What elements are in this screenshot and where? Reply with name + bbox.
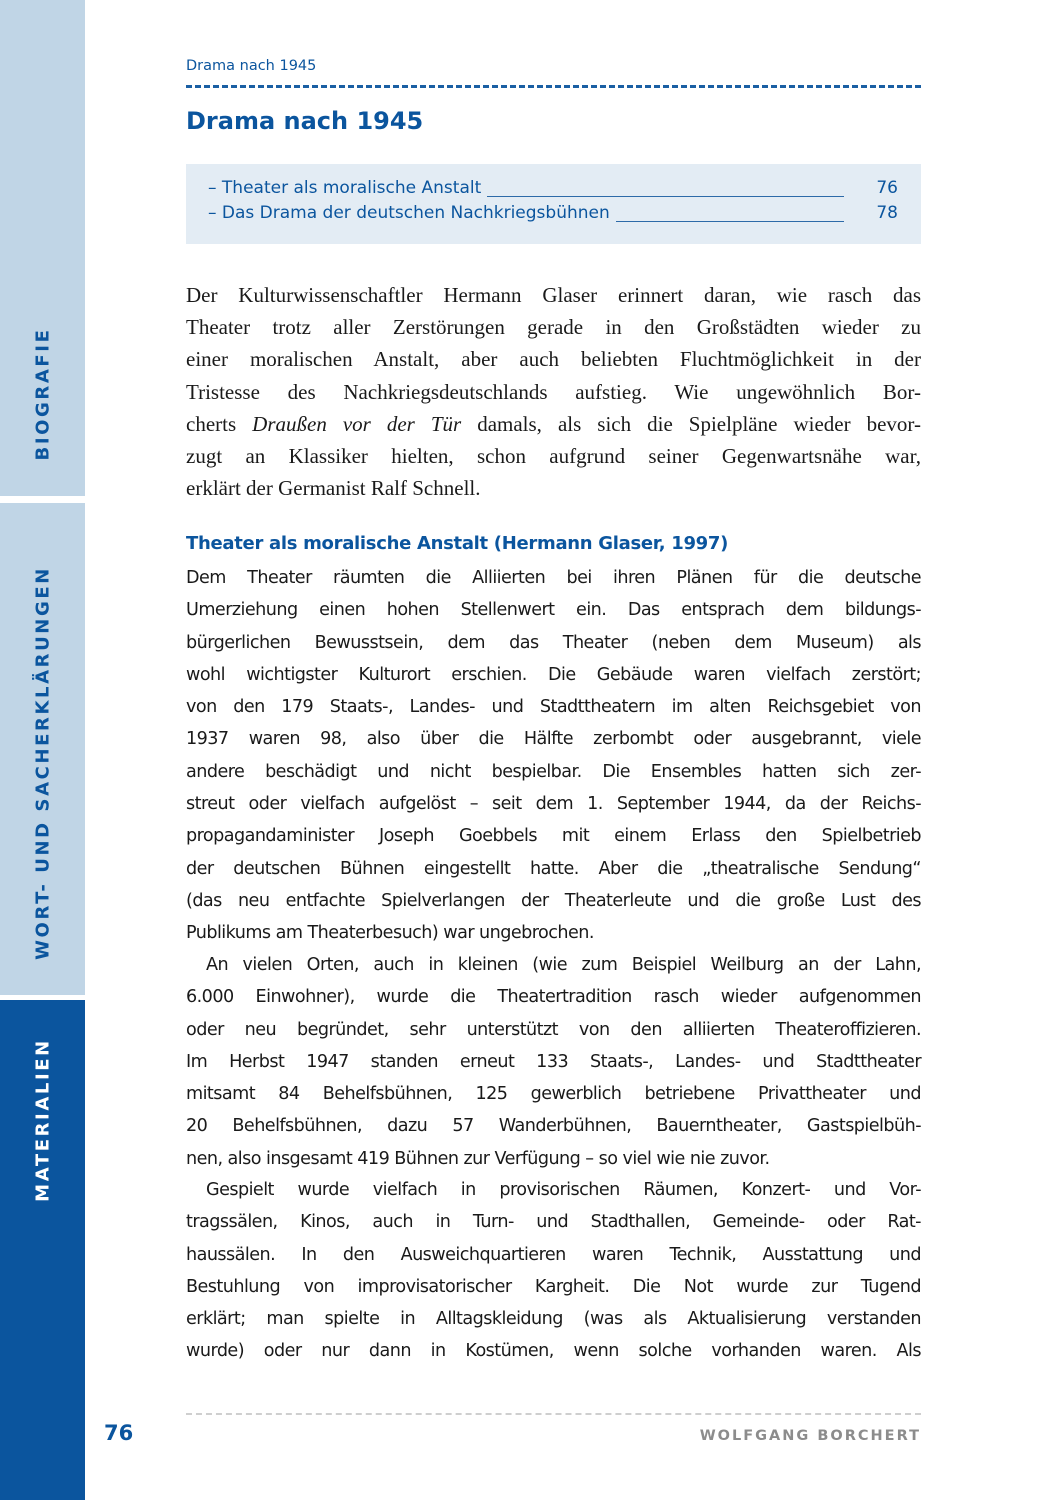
text-line: Umerziehung einen hohen Stellenwert ein. Das entsprach dem bildungs-: [186, 600, 921, 621]
work-title: Draußen vor der Tür: [252, 411, 462, 436]
text-line: 6.000 Einwohner), wurde die Theatertradition rasch wieder aufgenommen: [186, 987, 921, 1008]
intro-paragraph: [186, 279, 921, 504]
text-line: tragssälen, Kinos, auch in Turn- und Stadthallen, Gemeinde- oder Rat-: [186, 1212, 921, 1233]
text-line: nen, also insgesamt 419 Bühnen zur Verfügung – so viel wie nie zuvor.: [186, 1148, 770, 1169]
text-line: wurde) oder nur dann in Kostümen, wenn solche vorhanden waren. Als: [186, 1341, 921, 1362]
page-number: 76: [104, 1421, 134, 1445]
header-divider: [186, 85, 921, 88]
sidebar-tab-materialien[interactable]: [0, 1000, 85, 1500]
sidebar-tab-label: BIOGRAFIE: [32, 327, 53, 461]
text-line: propagandaminister Joseph Goebbels mit einem Erlass den Spielbetrieb: [186, 826, 921, 847]
section-heading: Theater als moralische Anstalt (Hermann Glaser, 1997): [186, 533, 729, 554]
text-line: Theater trotz aller Zerstörungen gerade in den Großstädten wieder zu: [186, 315, 921, 340]
toc-leader-line: [616, 221, 844, 222]
sidebar-tab-label: MATERIALIEN: [32, 1038, 53, 1202]
text-line: [186, 408, 921, 440]
text-line: Tristesse des Nachkriegsdeutschlands aufstieg. Wie ungewöhnlich Bor-: [186, 379, 921, 404]
toc-entry[interactable]: [208, 203, 898, 227]
text-line: bürgerlichen Bewusstsein, dem das Theater (neben dem Museum) als: [186, 632, 921, 653]
footer-author: WOLFGANG BORCHERT: [699, 1428, 921, 1444]
toc-entry[interactable]: [208, 178, 898, 202]
text-line: der deutschen Bühnen eingestellt hatte. Aber die „theatralische Sendung“: [186, 858, 921, 879]
text-line: erklärt der Germanist Ralf Schnell.: [186, 476, 481, 501]
text-run: damals, als sich die Spielpläne wieder bevor-: [461, 411, 921, 436]
text-line: An vielen Orten, auch in kleinen (wie zum Beispiel Weilburg an der Lahn,: [206, 955, 921, 975]
text-line: streut oder vielfach aufgelöst – seit dem 1. September 1944, da der Reichs-: [186, 794, 921, 815]
text-line: zugt an Klassiker hielten, schon aufgrund seiner Gegenwartsnähe war,: [186, 444, 921, 469]
text-line: einer moralischen Anstalt, aber auch beliebten Fluchtmöglichkeit in der: [186, 347, 921, 372]
body-paragraph: [186, 1174, 921, 1368]
text-line: Dem Theater räumten die Alliierten bei ihren Plänen für die deutsche: [186, 568, 921, 588]
toc-entry-label: – Theater als moralische Anstalt: [208, 178, 482, 198]
sidebar-tab-biografie[interactable]: [0, 0, 85, 496]
text-line: haussälen. In den Ausweichquartieren waren Technik, Ausstattung und: [186, 1244, 921, 1265]
text-line: wohl wichtigster Kulturort erschien. Die Gebäude waren vielfach zerstört;: [186, 664, 921, 685]
toc-entry-page: 78: [876, 203, 898, 223]
text-line: andere beschädigt und nicht bespielbar. Die Ensembles hatten sich zer-: [186, 761, 921, 782]
text-line: Gespielt wurde vielfach in provisorischen Räumen, Konzert- und Vor-: [206, 1180, 921, 1200]
toc-entry-label: – Das Drama der deutschen Nachkriegsbühnen: [208, 203, 610, 223]
toc-leader-line: [487, 196, 844, 197]
section-toc: [186, 164, 921, 244]
sidebar-tab-label: WORT- UND SACHERKLÄRUNGEN: [32, 566, 53, 960]
text-line: oder neu begründet, sehr unterstützt von den alliierten Theateroffizieren.: [186, 1019, 921, 1040]
footer-divider: [186, 1413, 921, 1415]
toc-entry-page: 76: [876, 178, 898, 198]
text-line: 20 Behelfsbühnen, dazu 57 Wanderbühnen, Bauerntheater, Gastspielbüh-: [186, 1116, 921, 1137]
text-line: von den 179 Staats-, Landes- und Stadttheatern im alten Reichsgebiet von: [186, 697, 921, 718]
text-line: Publikums am Theaterbesuch) war ungebrochen.: [186, 923, 594, 944]
chapter-title: Drama nach 1945: [186, 107, 424, 135]
text-line: Bestuhlung von improvisatorischer Kargheit. Die Not wurde zur Tugend: [186, 1276, 921, 1297]
running-head: Drama nach 1945: [186, 58, 317, 74]
body-paragraph: [186, 562, 921, 950]
text-line: mitsamt 84 Behelfsbühnen, 125 gewerblich betriebene Privattheater und: [186, 1084, 921, 1105]
text-line: Der Kulturwissenschaftler Hermann Glaser erinnert daran, wie rasch das: [186, 283, 921, 307]
text-line: Im Herbst 1947 standen erneut 133 Staats-, Landes- und Stadttheater: [186, 1051, 921, 1072]
sidebar-tab-wort-und-sacherklaerungen[interactable]: [0, 503, 85, 995]
text-line: 1937 waren 98, also über die Hälfte zerbombt oder ausgebrannt, viele: [186, 729, 921, 750]
text-run: cherts: [186, 411, 253, 436]
text-line: erklärt; man spielte in Alltagskleidung (was als Aktualisierung verstanden: [186, 1309, 921, 1330]
body-paragraph: [186, 949, 921, 1175]
text-line: (das neu entfachte Spielverlangen der Theaterleute und die große Lust des: [186, 890, 921, 911]
